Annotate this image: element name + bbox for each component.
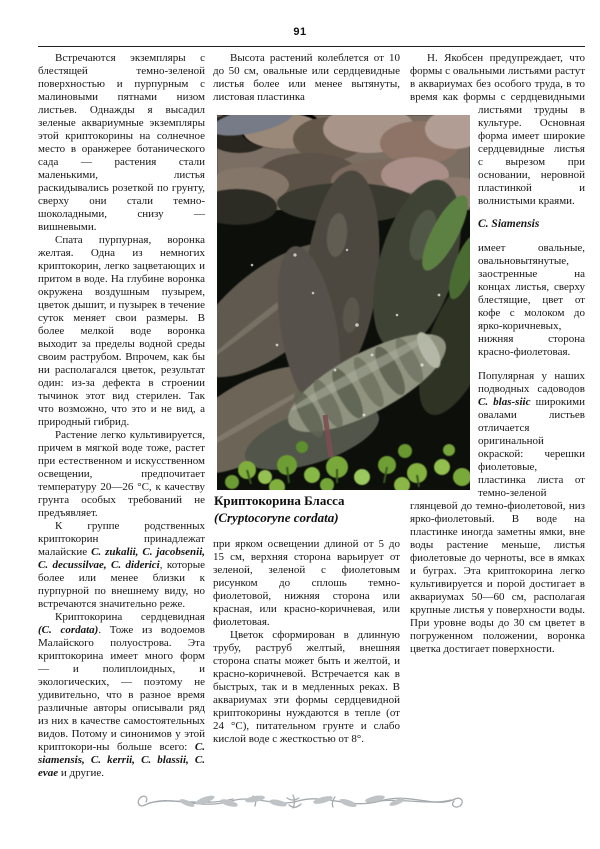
species-name: C. Siamensis (478, 218, 540, 230)
species-name: C. siamensis, C. kerrii, C. blassii, C. evae (38, 741, 205, 779)
paragraph (38, 520, 205, 611)
paragraph (38, 52, 205, 234)
photo-caption-title: Криптокорина Бласса (214, 493, 345, 508)
flourish-engraving (135, 788, 465, 816)
text-run: Спата пурпурная, воронка желтая. Одна из немногих криптокорин, легко зацветающих и притом в воде. На глубине воронка окружена воздушным пузырем, цветок дышит, и пузырек в течение суток меняет свои размеры. В более мелкой воде воронка выходит за пределы водной среды своим раструбом. Впрочем, как бы ни располагался цветок, результат один: из-за дефекта в строении тычинок этот вид стерилен. Так что возможно, что это и не вид, а природный гибрид. (38, 234, 205, 428)
text-run: широкими овалами листьев отличается оригинальной окраской: черешки фиолетовые, пластинка листа от темно-зеленой глянцевой до темно-фиолетовой, низ ярко-фиолетовый. В воде на пластинке иногда заметны ямки, вне воды растение меньше, листья фиолетовые до черноты, все в ямках и буграх. Эта криптокорина легко культивируется и порой достигает в аквариумах 50—60 см, располагая крупные листья у поверхности воды. При уровне воды до 30 см цветет в погруженном положении, воронка цветка достигает поверхности. (410, 396, 585, 655)
text-run: , которые более или менее близки к пурпурной по внешнему виду, но встречаются значительно реже. (38, 559, 206, 610)
middle-column-continuation (213, 538, 400, 746)
wrap-spacer-photo (410, 104, 478, 490)
text-run: Н. Якобсен предупреждает, что формы с овальными листьями растут в аквариумах без особого труда, в то время как формы с сердцевидными листьями трудны в культуре. Основная форма имеет широкие сердцевидные листья с вырезом при основании, неровной пластинкой и волнистыми краями. (410, 52, 585, 207)
species-name: (C. cordata) (38, 624, 99, 636)
left-column (38, 52, 205, 780)
photo-caption-latin: (Cryptocoryne cordata) (214, 510, 339, 525)
text-run: Высота растений колеблется от 10 до 50 см, овальные или сердцевидные листья более или менее вытянуты, листовая пластинка (213, 52, 400, 103)
paragraph (38, 611, 205, 780)
photo-caption (214, 492, 424, 526)
text-run: К группе родственных криптокорин принадлежат малайские (38, 520, 205, 558)
text-run: Встречаются экземпляры с блестящей темно-зеленой поверхностью и пурпурным с малиновыми пятнами низом листьев. Однажды я высадил зеленые аквариумные экземпляры этой криптокорины на солнечное место в оранжерее ботанического сада — растения стали маленькими, листья раскидывались розеткой по грунту, сверху они стали темно-шоколадными, снизу — вишневыми. (38, 52, 205, 233)
text-run: . Тоже из водоемов Малайского полуострова. Эта криптокорина имеет много форм — и полиплоидных, и экологических, — поэтому не удивительно, что в разное время различные авторы описывали ряд из них в качестве самостоятельных видов. Потому и синонимов у этой криптокори-ны больше всего: (38, 624, 205, 753)
text-run: при ярком освещении длиной от 5 до 15 см, верхняя сторона варьирует от зеленой, зеленой с фиолетовым рисунком до сплошь темно-фиолетовой, нижняя сторона или красная, или красно-коричневая, или фиолетовая. (213, 538, 400, 628)
decorative-flourish (135, 788, 465, 816)
paragraph (213, 52, 400, 104)
text-run: Цветок сформирован в длинную трубу, раструб желтый, внешняя сторона спаты может быть и желтой, и красно-коричневой. Встречается как в быстрых, так и в медленных реках. В аквариумах эти формы сердцевидной криптокорины нуждаются в тепле (от 24 °С), питательном грунте и слабо кислой воде с жесткостью от 8°. (213, 629, 400, 745)
middle-column-intro (213, 52, 400, 104)
text-run: Популярная у наших подводных садоводов (478, 370, 585, 395)
text-run: Растение легко культивируется, причем в мягкой воде тоже, растет при естественном и искусственном освещении, предпочитает температуру 20—26 °С, к качеству грунта особых требований не предъявляет. (38, 429, 205, 519)
species-name: C. blas-siic (478, 396, 531, 408)
header-rule (38, 46, 585, 47)
paragraph (38, 234, 205, 429)
right-column (410, 52, 585, 656)
species-name: C. zukalii, C. jacobsenii, C. decussilvae, C. diderici (38, 546, 205, 571)
text-run: Криптокорина сердцевидная (55, 611, 205, 623)
text-run: имеет овальные, овальновытянутые, заостренные на концах листья, сверху блестящие, цвет от кофе с молоком до ярко-коричневых, нижняя сторона красно-фиолетовая. (478, 242, 585, 358)
page-number: 91 (293, 26, 307, 38)
paragraph (213, 538, 400, 629)
paragraph (213, 629, 400, 746)
text-run: и другие. (58, 767, 105, 779)
paragraph (38, 429, 205, 520)
